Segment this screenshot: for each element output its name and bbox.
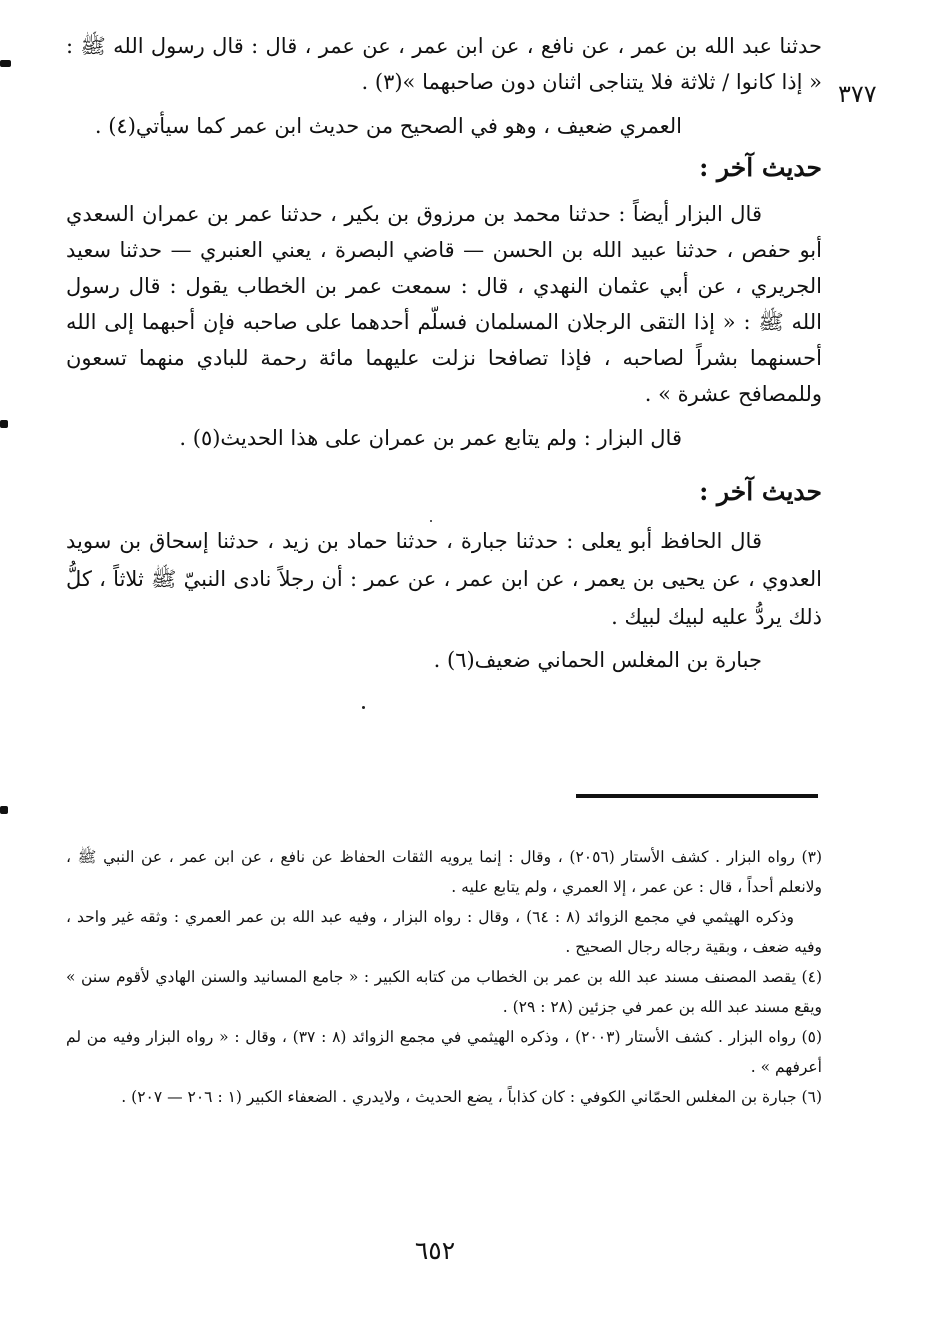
main-text <box>66 28 822 678</box>
footnote-separator <box>576 794 818 798</box>
scan-edge-mark <box>0 60 11 67</box>
footnote: (٤) يقصد المصنف مسند عبد الله بن عمر بن الخطاب من كتابه الكبير : « جامع المسانيد والسنن الهادي لأقوم سنن » ويقع مسند عبد الله بن عمر في جزئين (٢٨ : ٢٩) . <box>66 968 822 1016</box>
footnote: (٣) رواه البزار . كشف الأستار (٢٠٥٦) ، وقال : إنما يرويه الثقات الحفاظ عن نافع ، عن ابن عمر ، عن النبي ﷺ ، ولانعلم أحداً ، قال : عن عمر ، إلا العمري ، ولم يتابع عليه . <box>66 848 822 896</box>
hadith-paragraph: قال البزار أيضاً : حدثنا محمد بن مرزوق بن بكير ، حدثنا عمر بن عمران السعدي أبو حفص ، حدثنا عبيد الله بن الحسن — قاضي البصرة ، يعني العنبري — حدثنا سعيد الجريري ، عن أبي عثمان النهدي ، قال : سمعت عمر بن الخطاب يقول : قال رسول الله ﷺ : « إذا التقى الرجلان المسلمان فسلّم أحدهما على صاحبه فإن أحبهما إلى الله أحسنهما بشراً لصاحبه ، فإذا تصافحا نزلت عليهما مائة رحمة للبادي منهما تسعون وللمصافح عشرة » . <box>66 202 822 406</box>
scan-edge-mark <box>0 806 8 814</box>
scan-edge-mark <box>0 420 8 428</box>
scan-speck <box>362 706 365 709</box>
grading-note: جبارة بن المغلس الحماني ضعيف(٦) . <box>433 648 762 672</box>
grading-note: العمري ضعيف ، وهو في الصحيح من حديث ابن عمر كما سيأتي(٤) . <box>94 114 682 138</box>
footnote: (٦) جبارة بن المغلس الحمّاني الكوفي : كان كذاباً ، يضع الحديث ، ولايدري . الضعفاء الكبير (١ : ٢٠٦ — ٢٠٧) . <box>121 1088 822 1106</box>
hadith-paragraph: قال الحافظ أبو يعلى : حدثنا جبارة ، حدثنا حماد بن زيد ، حدثنا إسحاق بن سويد العدوي ، عن يحيى بن يعمر ، عن ابن عمر ، عن عمر : أن رجلاً نادى النبيّ ﷺ ثلاثاً ، كلُّ ذلك يردُّ عليه لبيك لبيك . <box>66 529 822 629</box>
grading-note: قال البزار : ولم يتابع عمر بن عمران على هذا الحديث(٥) . <box>179 426 682 450</box>
footnote: (٥) رواه البزار . كشف الأستار (٢٠٠٣) ، وذكره الهيثمي في مجمع الزوائد (٨ : ٣٧) ، وقال : « رواه البزار وفيه من لم أعرفهم » . <box>66 1028 822 1076</box>
page-number: ٦٥٢ <box>414 1236 456 1265</box>
hadith-paragraph: حدثنا عبد الله بن عمر ، عن نافع ، عن ابن عمر ، عن عمر ، قال : قال رسول الله ﷺ : « إذا كانوا / ثلاثة فلا يتناجى اثنان دون صاحبهما »(٣) . <box>66 34 822 94</box>
footnote: وذكره الهيثمي في مجمع الزوائد (٨ : ٦٤) ، وقال : رواه البزار ، وفيه عبد الله بن عمر العمري : وثقه غير واحد ، وفيه ضعف ، وبقية رجاله رجال الصحيح . <box>66 908 822 956</box>
hadith-number: ٣٧٧ <box>838 80 877 108</box>
footnotes <box>66 842 822 1112</box>
section-heading: حديث آخر : <box>699 153 822 182</box>
section-heading: حديث آخر : <box>699 477 822 506</box>
